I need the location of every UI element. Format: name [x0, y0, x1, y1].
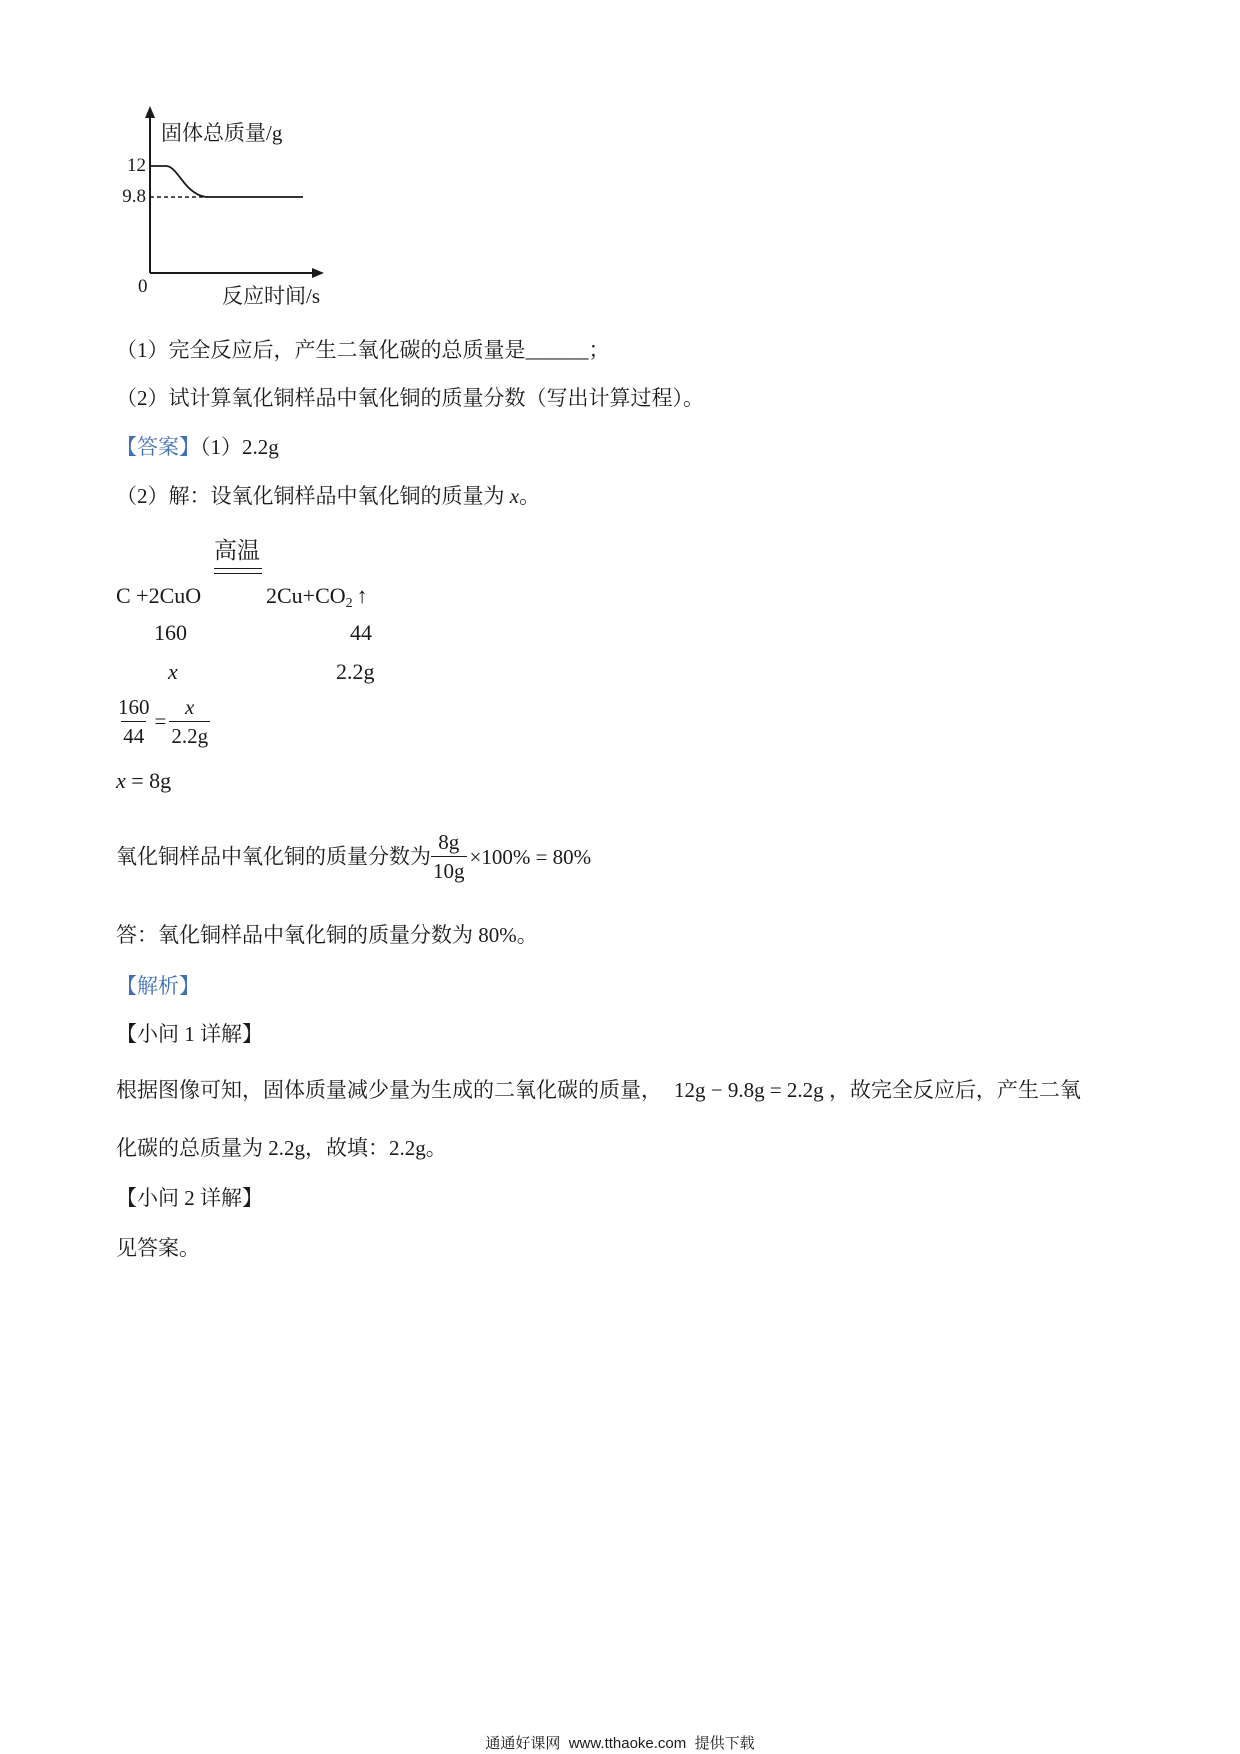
ratio-left-fraction [116, 693, 152, 750]
equation-reactants: C +2CuO [116, 583, 202, 608]
analysis-tag: 【解析】 [116, 974, 200, 998]
mass-fraction-numerator: 8g [438, 830, 460, 854]
ratio-equation [116, 693, 210, 750]
y-axis-arrow-icon [145, 106, 155, 118]
result-line [116, 768, 171, 794]
sub1-text-a: 根据图像可知，固体质量减少量为生成的二氧化碳的质量， [116, 1078, 662, 1102]
y-axis-label: 固体总质量/g [161, 121, 283, 145]
amount-cuo: x [168, 659, 178, 684]
mass-fraction-result: ×100% = 80% [469, 844, 592, 869]
mass-curve [150, 166, 303, 197]
intro-text: （2）解：设氧化铜样品中氧化铜的质量为 [116, 484, 510, 508]
condition-underline-top [214, 568, 262, 569]
y-tick-9-8: 9.8 [122, 186, 146, 207]
sub-question-1-title: 【小问 1 详解】 [116, 1022, 263, 1046]
mass-fraction-text: 氧化铜样品中氧化铜的质量分数为 [116, 844, 431, 869]
sub-question-1-line-1 [116, 1078, 1081, 1102]
products-subscript: 2 [345, 596, 353, 611]
question-1: （1）完全反应后，产生二氧化碳的总质量是______； [116, 338, 610, 362]
intro-variable: x [509, 484, 520, 508]
molar-mass-co2: 44 [350, 620, 372, 645]
sub1-text-b: ，故完全反应后，产生二氧 [823, 1078, 1081, 1102]
equation-products [266, 583, 368, 617]
answer-line [116, 435, 279, 459]
ratio-left-denominator: 44 [121, 721, 146, 750]
answer-part-1: （1）2.2g [200, 435, 279, 459]
ratio-equals: = [154, 709, 167, 733]
result-variable: x [116, 768, 126, 793]
molar-mass-cuo: 160 [154, 620, 187, 645]
answer-tag: 【答案】 [116, 435, 200, 459]
reaction-condition: 高温 [214, 538, 260, 563]
origin-label: 0 [138, 276, 148, 297]
ratio-right-fraction [169, 693, 210, 750]
intro-end: 。 [519, 484, 541, 508]
sub-question-2-body: 见答案。 [116, 1236, 200, 1260]
products-text: 2Cu+CO [266, 583, 346, 608]
mass-fraction-denominator: 10g [431, 856, 467, 885]
ratio-right-numerator: x [185, 695, 195, 719]
amount-co2: 2.2g [336, 659, 375, 684]
mass-fraction [431, 828, 467, 885]
ratio-left-numerator: 160 [118, 695, 150, 719]
page-footer: 通通好课网 www.tthaoke.com 提供下载 [485, 1735, 755, 1752]
x-axis-label: 反应时间/s [222, 284, 321, 308]
y-tick-12: 12 [127, 155, 146, 176]
conclusion: 答：氧化铜样品中氧化铜的质量分数为 80%。 [116, 923, 538, 947]
question-2: （2）试计算氧化铜样品中氧化铜的质量分数（写出计算过程）。 [116, 386, 704, 410]
ratio-right-denominator: 2.2g [169, 721, 210, 750]
result-value: = 8g [125, 768, 172, 793]
gas-arrow-icon: ↑ [356, 583, 368, 608]
x-axis-arrow-icon [312, 268, 324, 278]
condition-underline-bottom [214, 573, 262, 574]
sub-question-2-title: 【小问 2 详解】 [116, 1186, 263, 1210]
sub-question-1-line-2: 化碳的总质量为 2.2g，故填：2.2g。 [116, 1136, 447, 1160]
sub1-formula: 12g − 9.8g = 2.2g [674, 1078, 824, 1102]
answer-part-2-intro [116, 484, 540, 508]
mass-fraction-line [116, 828, 594, 885]
